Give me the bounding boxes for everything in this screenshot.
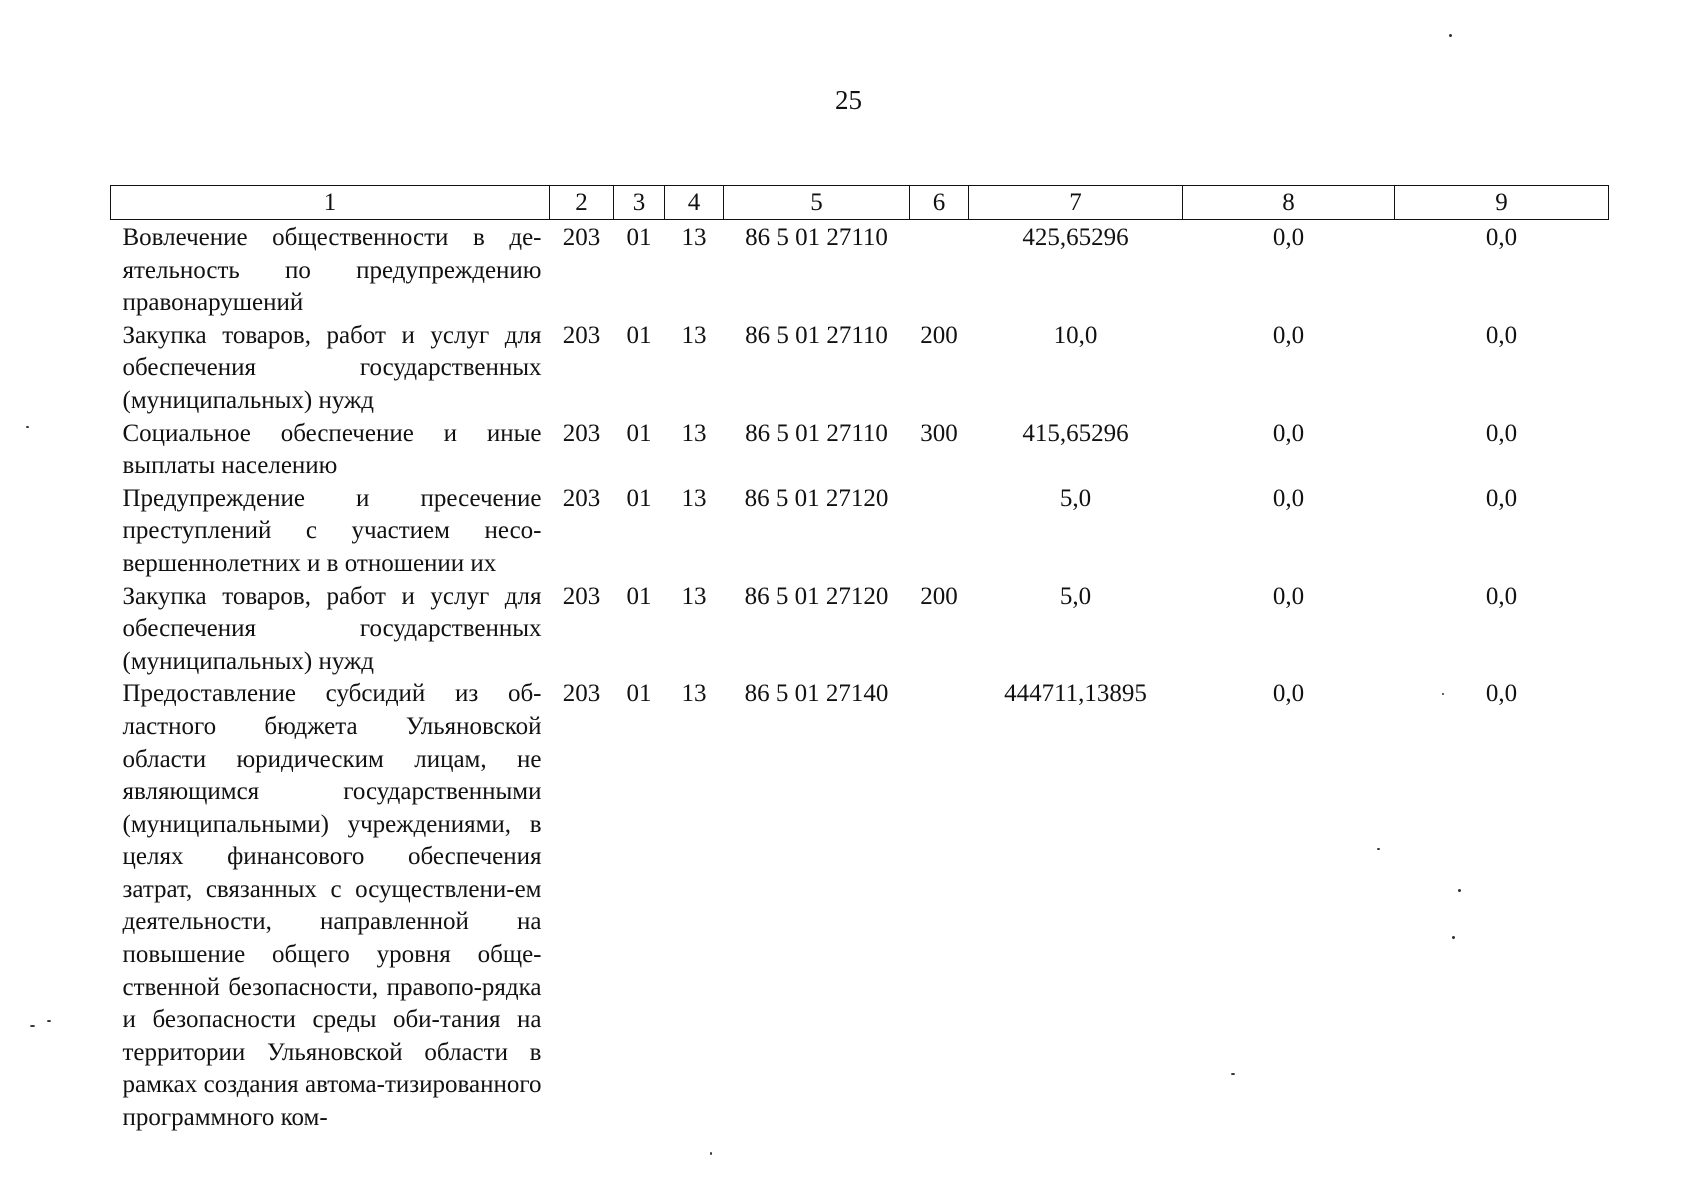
row-col-5: 86 5 01 27110 <box>745 224 888 251</box>
row-col-8: 0,0 <box>1272 484 1305 512</box>
row-col-4: 13 <box>681 484 707 512</box>
row-col-2: 203 <box>562 419 601 447</box>
row-col-6 <box>910 483 969 581</box>
row-col-2: 203 <box>562 484 601 512</box>
row-name: Вовлечение общественности в де-ятельность по предупреждению правонарушений <box>122 224 542 317</box>
row-col-4: 13 <box>681 582 707 610</box>
scan-speck <box>1458 889 1461 892</box>
row-col-6: 300 <box>920 419 958 447</box>
row-col-9: 0,0 <box>1485 680 1518 708</box>
row-col-8: 0,0 <box>1272 224 1305 251</box>
row-col-5: 86 5 01 27110 <box>745 419 888 447</box>
row-col-9: 0,0 <box>1485 582 1518 610</box>
row-col-8: 0,0 <box>1272 582 1305 610</box>
scan-speck <box>1449 34 1452 37</box>
row-col-7: 415,65296 <box>1022 419 1129 447</box>
row-col-2: 203 <box>562 680 601 708</box>
scan-speck <box>26 426 29 428</box>
row-name: Социальное обеспечение и иные выплаты населению <box>122 419 542 480</box>
row-col-8: 0,0 <box>1272 419 1305 447</box>
scan-speck <box>1442 693 1444 695</box>
scan-speck <box>1452 936 1455 939</box>
column-header-8: 8 <box>1183 186 1395 220</box>
table-row <box>111 483 1609 581</box>
scan-speck <box>1377 848 1380 850</box>
column-header-9: 9 <box>1395 186 1609 220</box>
row-col-5: 86 5 01 27120 <box>744 484 889 512</box>
row-col-3: 01 <box>626 484 652 512</box>
row-col-9: 0,0 <box>1485 224 1518 251</box>
scan-speck <box>47 1020 51 1022</box>
row-name: Предоставление субсидий из об-ластного бюджета Ульяновской области юридическим лицам, не являющимся государственными (муниципальными) учреждениями, в целях финансового обеспечения затрат, связанных с осуществлени-ем деятельности, направленной на повышение общего уровня обще-ственной безопасности, правопо-рядка и безопасности среды оби-тания на территории Ульяновской области в рамках создания автома-тизированного программного ком- <box>122 680 542 1132</box>
table-row <box>111 320 1609 418</box>
row-name: Предупреждение и пресечение преступлений с участием несо-вершеннолетних и в отношении их <box>122 484 542 577</box>
column-header-1: 1 <box>111 186 550 220</box>
row-col-2: 203 <box>562 582 601 610</box>
column-header-7: 7 <box>969 186 1183 220</box>
row-col-7: 425,65296 <box>1022 224 1129 251</box>
table-row <box>111 418 1609 483</box>
row-col-3: 01 <box>626 582 652 610</box>
row-name: Закупка товаров, работ и услуг для обеспечения государственных (муниципальных) нужд <box>122 582 542 675</box>
row-col-3: 01 <box>626 419 652 447</box>
scan-speck <box>710 1152 712 1155</box>
table-row <box>111 220 1609 320</box>
column-header-5: 5 <box>724 186 910 220</box>
column-header-2: 2 <box>550 186 614 220</box>
header-row <box>111 186 1609 220</box>
row-col-4: 13 <box>681 321 707 349</box>
page-number: 25 <box>835 85 862 115</box>
row-col-9: 0,0 <box>1485 419 1518 447</box>
column-header-3: 3 <box>614 186 665 220</box>
row-col-5: 86 5 01 27110 <box>745 321 888 349</box>
row-col-3: 01 <box>626 321 652 349</box>
column-header-4: 4 <box>665 186 724 220</box>
row-col-4: 13 <box>681 419 707 447</box>
scan-speck <box>1231 1073 1235 1075</box>
row-col-7: 5,0 <box>1059 484 1092 512</box>
row-col-9: 0,0 <box>1485 321 1518 349</box>
row-col-2: 203 <box>562 321 601 349</box>
row-name: Закупка товаров, работ и услуг для обеспечения государственных (муниципальных) нужд <box>122 321 542 414</box>
column-header-6: 6 <box>910 186 969 220</box>
row-col-3: 01 <box>626 680 652 708</box>
row-col-6 <box>910 678 969 1134</box>
row-col-4: 13 <box>681 224 707 251</box>
table-row <box>111 678 1609 1134</box>
row-col-2: 203 <box>562 224 601 251</box>
row-col-7: 5,0 <box>1059 582 1092 610</box>
row-col-3: 01 <box>626 224 652 251</box>
scan-speck <box>30 1025 35 1027</box>
row-col-4: 13 <box>681 680 707 708</box>
row-col-7: 444711,13895 <box>1004 680 1147 708</box>
row-col-8: 0,0 <box>1272 321 1305 349</box>
row-col-6: 200 <box>920 321 958 349</box>
row-col-6 <box>910 220 969 320</box>
row-col-7: 10,0 <box>1053 321 1098 349</box>
row-col-6: 200 <box>920 582 958 610</box>
row-col-9: 0,0 <box>1485 484 1518 512</box>
row-col-8: 0,0 <box>1272 680 1305 708</box>
row-col-5: 86 5 01 27140 <box>744 680 889 708</box>
row-col-5: 86 5 01 27120 <box>744 582 889 610</box>
budget-table <box>110 185 1609 1135</box>
table-row <box>111 581 1609 679</box>
